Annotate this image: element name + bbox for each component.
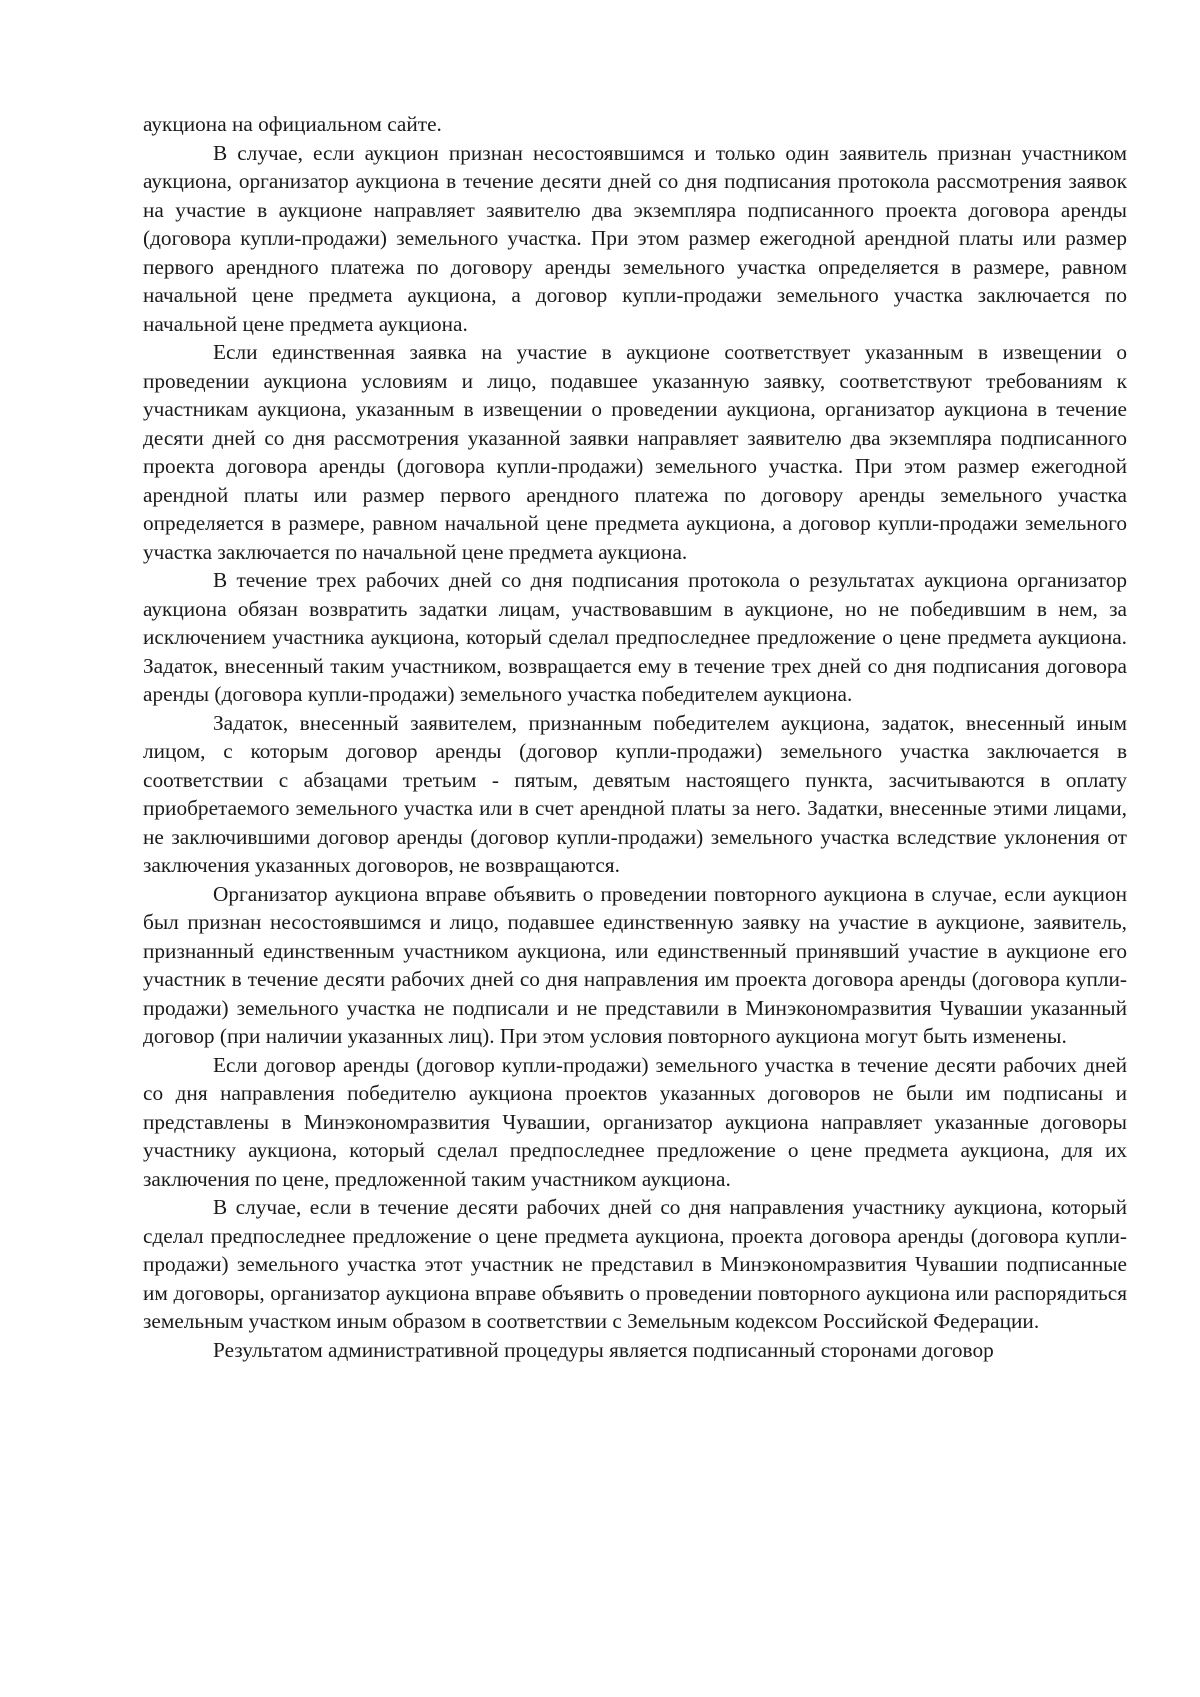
- paragraph-single-application: Если единственная заявка на участие в аукционе соответствует указанным в извещении о проведении аукциона условиям и лицо, подавшее указанную заявку, соответствуют требованиям к участникам аукциона, указанным в извещении о проведении аукциона, организатор аукциона в течение десяти дней со дня рассмотрения указанной заявки направляет заявителю два экземпляра подписанного проекта договора аренды (договора купли-продажи) земельного участка. При этом размер ежегодной арендной платы или размер первого арендного платежа по договору аренды земельного участка определяется в размере, равном начальной цене предмета аукциона, а договор купли-продажи земельного участка заключается по начальной цене предмета аукциона.: [143, 340, 1127, 564]
- paragraph-winner-unsigned: Если договор аренды (договор купли-продажи) земельного участка в течение десяти рабочих дней со дня направления победителю аукциона проектов указанных договоров не были им подписаны и представлены в Минэкономразвития Чувашии, организатор аукциона направляет указанные договоры участнику аукциона, который сделал предпоследнее предложение о цене предмета аукциона, для их заключения по цене, предложенной таким участником аукциона.: [143, 1052, 1127, 1191]
- paragraph-procedure-result: Результатом административной процедуры является подписанный сторонами договор: [213, 1337, 994, 1362]
- paragraph-single-participant: В случае, если аукцион признан несостоявшимся и только один заявитель признан участником аукциона, организатор аукциона в течение десяти дней со дня подписания протокола рассмотрения заявок на участие в аукционе направляет заявителю два экземпляра подписанного проекта договора аренды (договора купли-продажи) земельного участка. При этом размер ежегодной арендной платы или размер первого арендного платежа по договору аренды земельного участка определяется в размере, равном начальной цене предмета аукциона, а договор купли-продажи земельного участка заключается по начальной цене предмета аукциона.: [143, 140, 1127, 336]
- paragraph-repeat-auction: Организатор аукциона вправе объявить о проведении повторного аукциона в случае, если аукцион был признан несостоявшимся и лицо, подавшее единственную заявку на участие в аукционе, заявитель, признанный единственным участником аукциона, или единственный принявший участие в аукционе его участник в течение десяти рабочих дней со дня направления им проекта договора аренды (договора купли-продажи) земельного участка не подписали и не представили в Минэкономразвития Чувашии указанный договор (при наличии указанных лиц). При этом условия повторного аукциона могут быть изменены.: [143, 881, 1127, 1048]
- paragraph-deposit-offset: Задаток, внесенный заявителем, признанным победителем аукциона, задаток, внесенный иным лицом, с которым договор аренды (договор купли-продажи) земельного участка заключается в соответствии с абзацами третьим - пятым, девятым настоящего пункта, засчитываются в оплату приобретаемого земельного участка или в счет арендной платы за него. Задатки, внесенные этими лицами, не заключившими договор аренды (договор купли-продажи) земельного участка вследствие уклонения от заключения указанных договоров, не возвращаются.: [143, 710, 1127, 877]
- paragraph-second-participant-unsigned: В случае, если в течение десяти рабочих дней со дня направления участнику аукциона, который сделал предпоследнее предложение о цене предмета аукциона, проекта договора аренды (договора купли-продажи) земельного участка этот участник не представил в Минэкономразвития Чувашии подписанные им договоры, организатор аукциона вправе объявить о проведении повторного аукциона или распорядиться земельным участком иным образом в соответствии с Земельным кодексом Российской Федерации.: [143, 1195, 1127, 1333]
- paragraph-continuation: аукциона на официальном сайте.: [143, 112, 442, 136]
- document-page: [143, 110, 1127, 1364]
- paragraph-deposit-return: В течение трех рабочих дней со дня подписания протокола о результатах аукциона организатор аукциона обязан возвратить задатки лицам, участвовавшим в аукционе, но не победившим в нем, за исключением участника аукциона, который сделал предпоследнее предложение о цене предмета аукциона. Задаток, внесенный таким участником, возвращается ему в течение трех дней со дня подписания договора аренды (договора купли-продажи) земельного участка победителем аукциона.: [143, 568, 1127, 706]
